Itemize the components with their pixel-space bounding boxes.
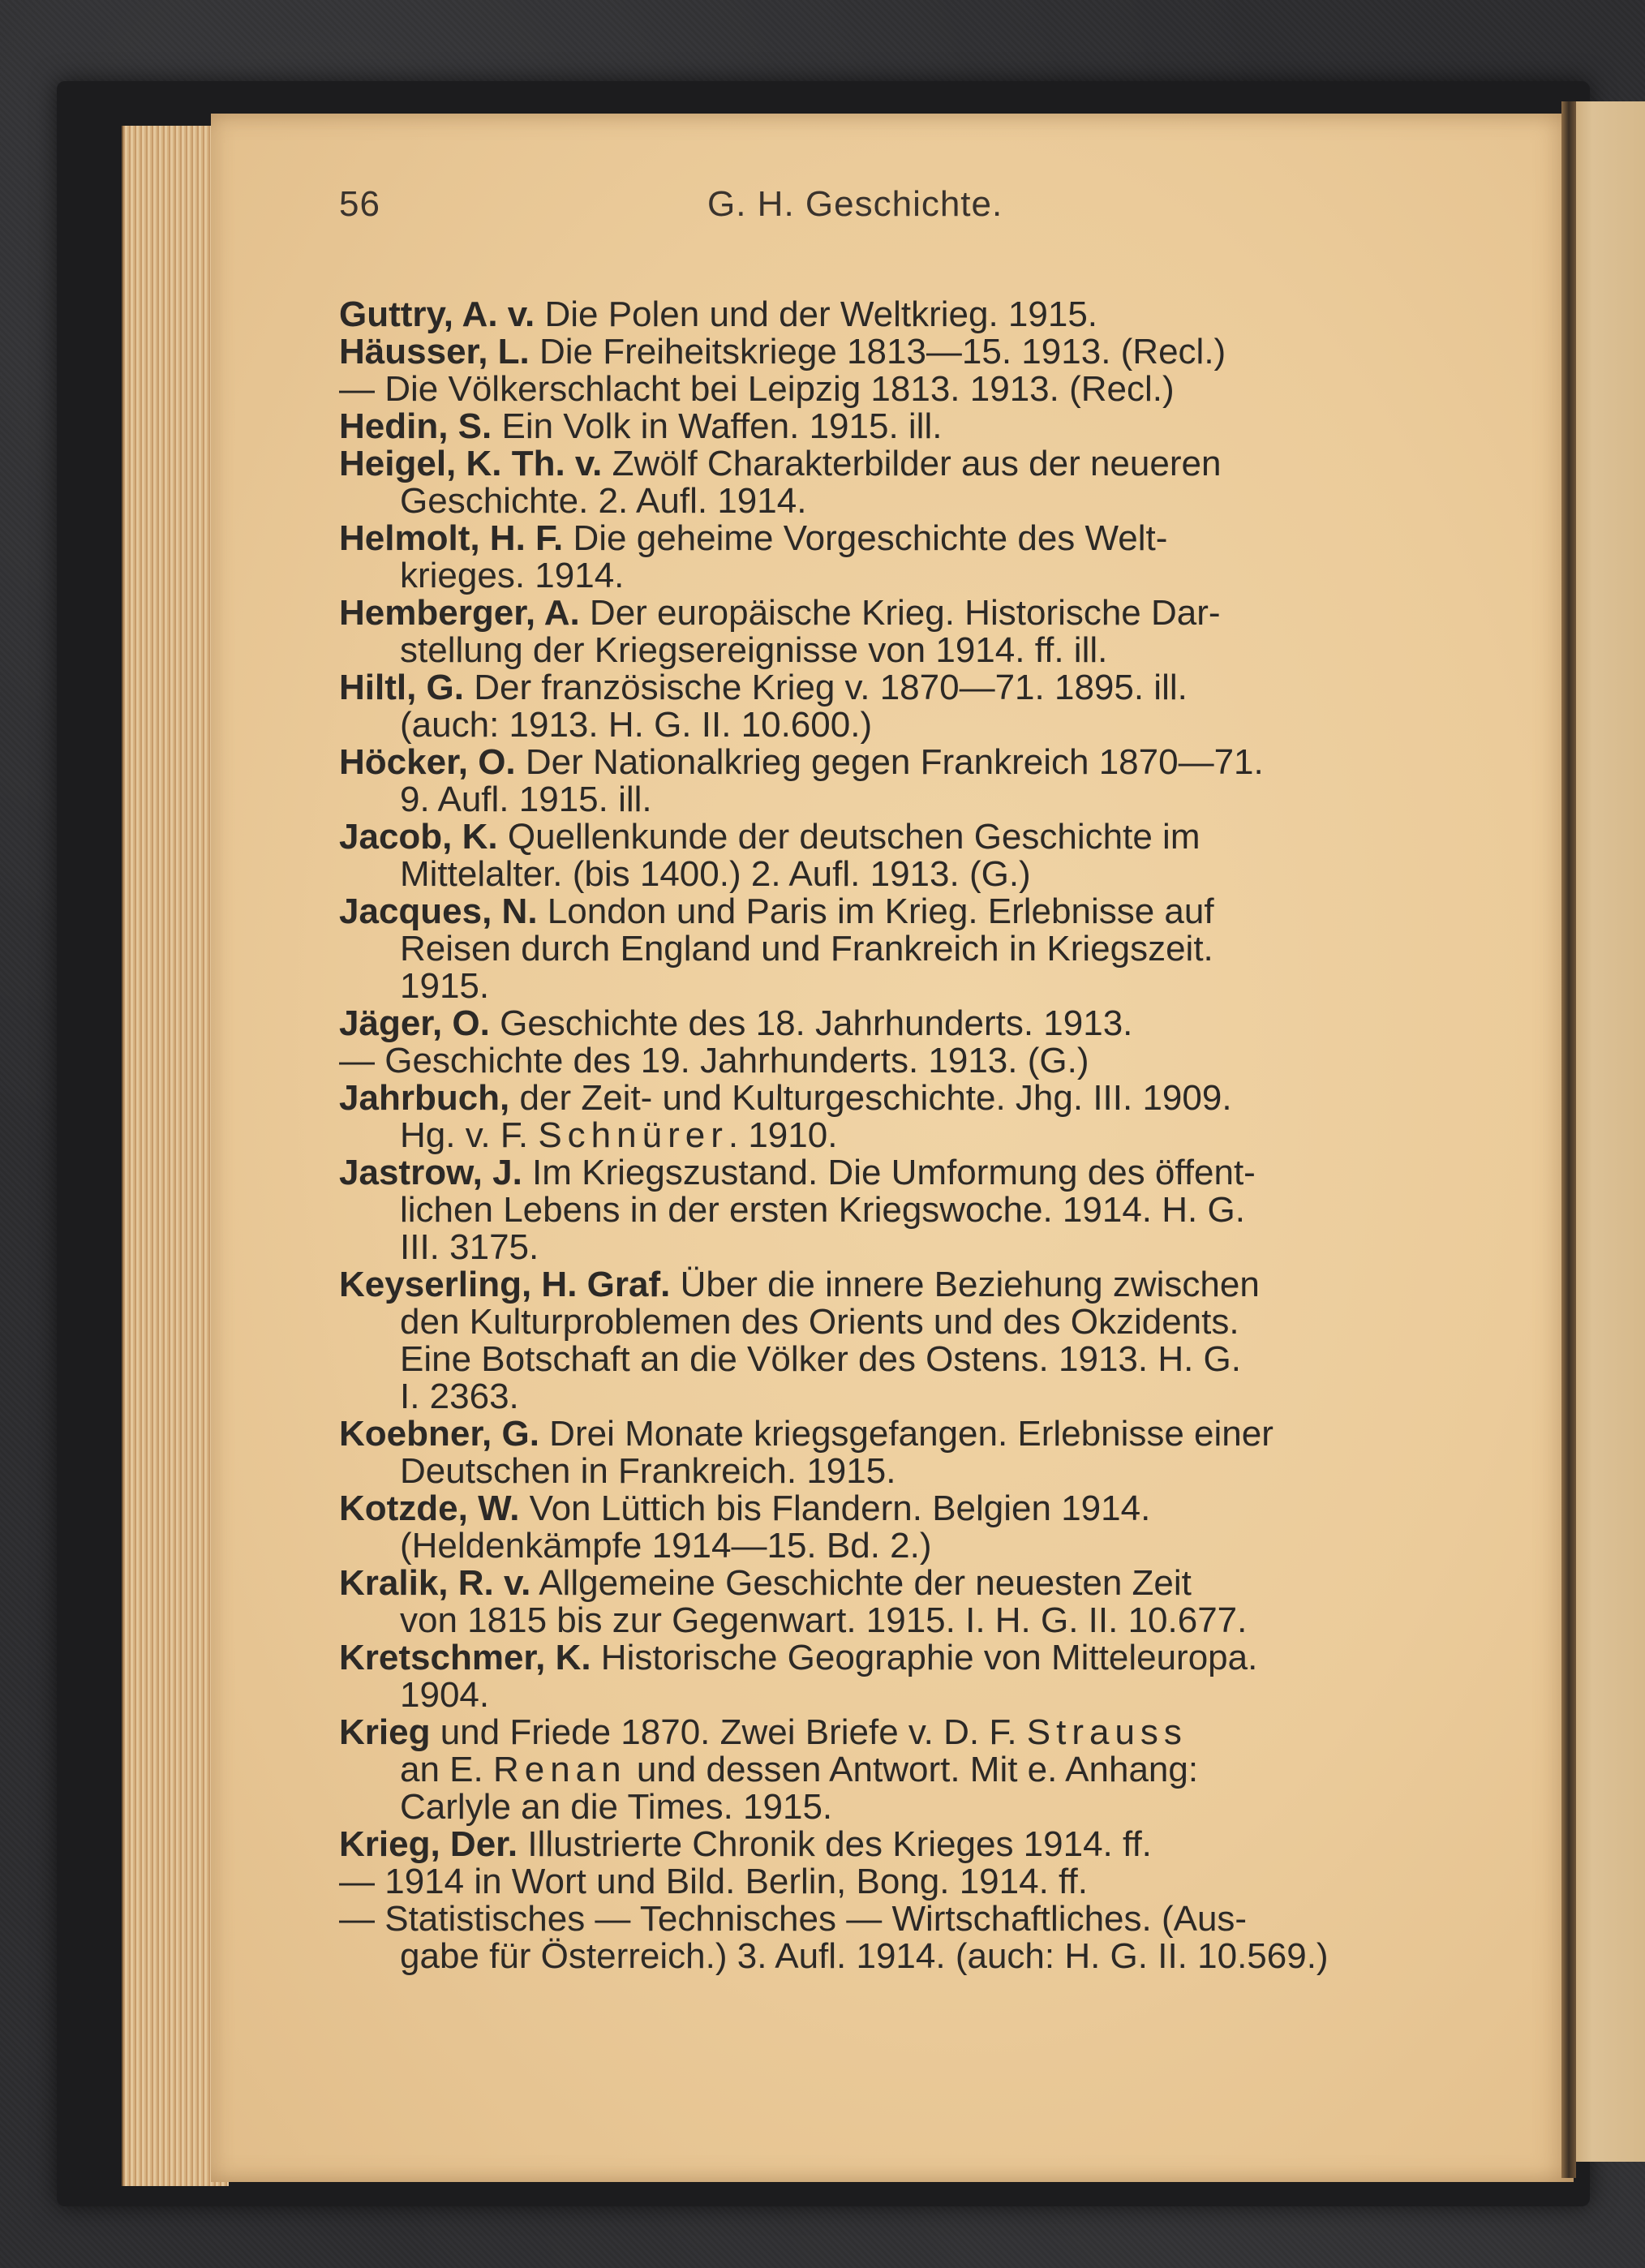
page-number: 56: [339, 184, 380, 224]
author-name: Kralik, R. v.: [339, 1563, 531, 1603]
entry-text: — Die Völkerschlacht bei Leipzig 1813. 1913. (Recl.): [339, 369, 1175, 409]
entry-jastrow: [339, 1154, 1394, 1266]
entry-continuation: stellung der Kriegsereignisse von 1914. ff. ill.: [400, 630, 1108, 670]
entry-text: Der französische Krieg v. 1870—71. 1895. ill.: [464, 668, 1188, 707]
entry-kotzde: [339, 1490, 1394, 1565]
entry-text: Quellenkunde der deutschen Geschichte im: [497, 817, 1200, 857]
entry-continuation: [339, 1751, 1394, 1789]
entry-continuation: lichen Lebens in der ersten Kriegswoche. 1914. H. G.: [400, 1190, 1245, 1230]
entry-continuation: Deutschen in Frankreich. 1915.: [400, 1451, 896, 1491]
entry-text: Die Polen und der Weltkrieg. 1915.: [535, 294, 1098, 334]
entry-krieg-der-2: [339, 1863, 1394, 1901]
author-name: Krieg, Der.: [339, 1824, 518, 1864]
entry-text: Über die innere Beziehung zwischen: [670, 1265, 1260, 1304]
entry-guttry: [339, 296, 1394, 333]
entry-text: Ein Volk in Waffen. 1915. ill.: [492, 406, 943, 446]
entry-krieg-friede: [339, 1714, 1394, 1826]
entry-jacob: [339, 818, 1394, 893]
entry-hoecker: [339, 744, 1394, 818]
entry-continuation: den Kulturproblemen des Orients und des Okzidents.: [400, 1302, 1239, 1342]
author-name: Koebner, G.: [339, 1414, 539, 1454]
entry-jaeger-2: [339, 1042, 1394, 1080]
entry-continuation: [339, 1117, 1394, 1154]
spaced-name: Renan: [492, 1750, 627, 1789]
entry-continuation: Eine Botschaft an die Völker des Ostens. 1913. H. G.: [400, 1339, 1242, 1379]
entry-helmolt: [339, 520, 1394, 595]
entry-haeusser: [339, 333, 1394, 371]
entry-text: Illustrierte Chronik des Krieges 1914. ff.: [518, 1824, 1152, 1864]
author-name: Höcker, O.: [339, 742, 516, 782]
entry-hedin: [339, 408, 1394, 445]
entry-continuation: Reisen durch England und Frankreich in Kriegszeit.: [400, 929, 1213, 969]
entry-kralik: [339, 1565, 1394, 1639]
author-name: Häusser, L.: [339, 332, 530, 372]
spaced-name: Schnürer: [538, 1115, 728, 1155]
entry-jahrbuch: [339, 1080, 1394, 1154]
entry-continuation: 1915.: [400, 966, 490, 1006]
entry-text: Von Lüttich bis Flandern. Belgien 1914.: [519, 1488, 1151, 1528]
entry-continuation: 9. Aufl. 1915. ill.: [400, 780, 652, 819]
entry-continuation-text: und dessen Antwort. Mit e. Anhang:: [626, 1750, 1199, 1789]
entry-text: Die Freiheitskriege 1813—15. 1913. (Recl.): [529, 332, 1226, 372]
entry-text: Der Nationalkrieg gegen Frankreich 1870—71.: [515, 742, 1264, 782]
entry-kretschmer: [339, 1639, 1394, 1714]
entry-continuation: krieges. 1914.: [400, 556, 625, 595]
entry-continuation: gabe für Österreich.) 3. Aufl. 1914. (auch: H. G. II. 10.569.): [400, 1936, 1329, 1976]
author-name: Hiltl, G.: [339, 668, 464, 707]
running-title: G. H. Geschichte.: [707, 184, 1003, 224]
entry-continuation: Carlyle an die Times. 1915.: [400, 1787, 833, 1827]
author-name: Hedin, S.: [339, 406, 492, 446]
entry-text: Die geheime Vorgeschichte des Welt-: [563, 518, 1168, 558]
entry-text: Zwölf Charakterbilder aus der neueren: [602, 444, 1222, 483]
spaced-name: Strauss: [1026, 1712, 1188, 1752]
entry-continuation: I. 2363.: [400, 1377, 519, 1416]
entry-koebner: [339, 1415, 1394, 1490]
entry-jacques: [339, 893, 1394, 1005]
author-name: Kretschmer, K.: [339, 1638, 591, 1677]
entry-text: Drei Monate kriegsgefangen. Erlebnisse einer: [539, 1414, 1273, 1454]
entry-keyserling: [339, 1266, 1394, 1415]
author-name: Jäger, O.: [339, 1003, 490, 1043]
entry-continuation: (auch: 1913. H. G. II. 10.600.): [400, 705, 873, 745]
entry-continuation-text: an E.: [400, 1750, 493, 1789]
entry-hemberger: [339, 595, 1394, 669]
entry-continuation-text: . 1910.: [728, 1115, 838, 1155]
entry-text: Historische Geographie von Mitteleuropa.: [591, 1638, 1258, 1677]
entry-continuation: III. 3175.: [400, 1227, 539, 1267]
entry-continuation: Mittelalter. (bis 1400.) 2. Aufl. 1913. (G.): [400, 854, 1031, 894]
author-name: Jastrow, J.: [339, 1153, 522, 1192]
entry-heigel: [339, 445, 1394, 520]
author-name: Jahrbuch,: [339, 1078, 510, 1118]
entry-text: Der europäische Krieg. Historische Dar-: [579, 593, 1221, 633]
facing-page-edge: [1570, 101, 1645, 2162]
author-name: Heigel, K. Th. v.: [339, 444, 603, 483]
entry-continuation-text: Hg. v. F.: [400, 1115, 539, 1155]
entry-jaeger: [339, 1005, 1394, 1042]
entry-hiltl: [339, 669, 1394, 744]
entry-text: Geschichte des 18. Jahrhunderts. 1913.: [489, 1003, 1133, 1043]
entry-text: Im Kriegszustand. Die Umformung des öffent-: [522, 1153, 1256, 1192]
entry-text: Allgemeine Geschichte der neuesten Zeit: [530, 1563, 1192, 1603]
entry-text: London und Paris im Krieg. Erlebnisse auf: [537, 891, 1214, 931]
book-gutter: [1561, 101, 1576, 2178]
entry-haeusser-2: [339, 371, 1394, 408]
entry-text: der Zeit- und Kulturgeschichte. Jhg. III. 1909.: [509, 1078, 1232, 1118]
entry-text: und Friede 1870. Zwei Briefe v. D. F.: [430, 1712, 1027, 1752]
author-name: Hemberger, A.: [339, 593, 580, 633]
entry-continuation: Geschichte. 2. Aufl. 1914.: [400, 481, 807, 521]
entry-krieg-der: [339, 1826, 1394, 1863]
entry-krieg-der-3: [339, 1901, 1394, 1975]
entry-text: — 1914 in Wort und Bild. Berlin, Bong. 1914. ff.: [339, 1862, 1088, 1901]
author-name: Keyserling, H. Graf.: [339, 1265, 671, 1304]
entry-text: — Statistisches — Technisches — Wirtschaftliches. (Aus-: [339, 1899, 1248, 1939]
entry-continuation: (Heldenkämpfe 1914—15. Bd. 2.): [400, 1526, 932, 1566]
entry-text: — Geschichte des 19. Jahrhunderts. 1913. (G.): [339, 1041, 1089, 1080]
author-name: Krieg: [339, 1712, 431, 1752]
entry-continuation: von 1815 bis zur Gegenwart. 1915. I. H. G. II. 10.677.: [400, 1600, 1248, 1640]
author-name: Helmolt, H. F.: [339, 518, 564, 558]
author-name: Jacob, K.: [339, 817, 498, 857]
author-name: Kotzde, W.: [339, 1488, 520, 1528]
author-name: Guttry, A. v.: [339, 294, 535, 334]
bibliography-list: [339, 296, 1394, 1975]
author-name: Jacques, N.: [339, 891, 538, 931]
entry-continuation: 1904.: [400, 1675, 490, 1715]
